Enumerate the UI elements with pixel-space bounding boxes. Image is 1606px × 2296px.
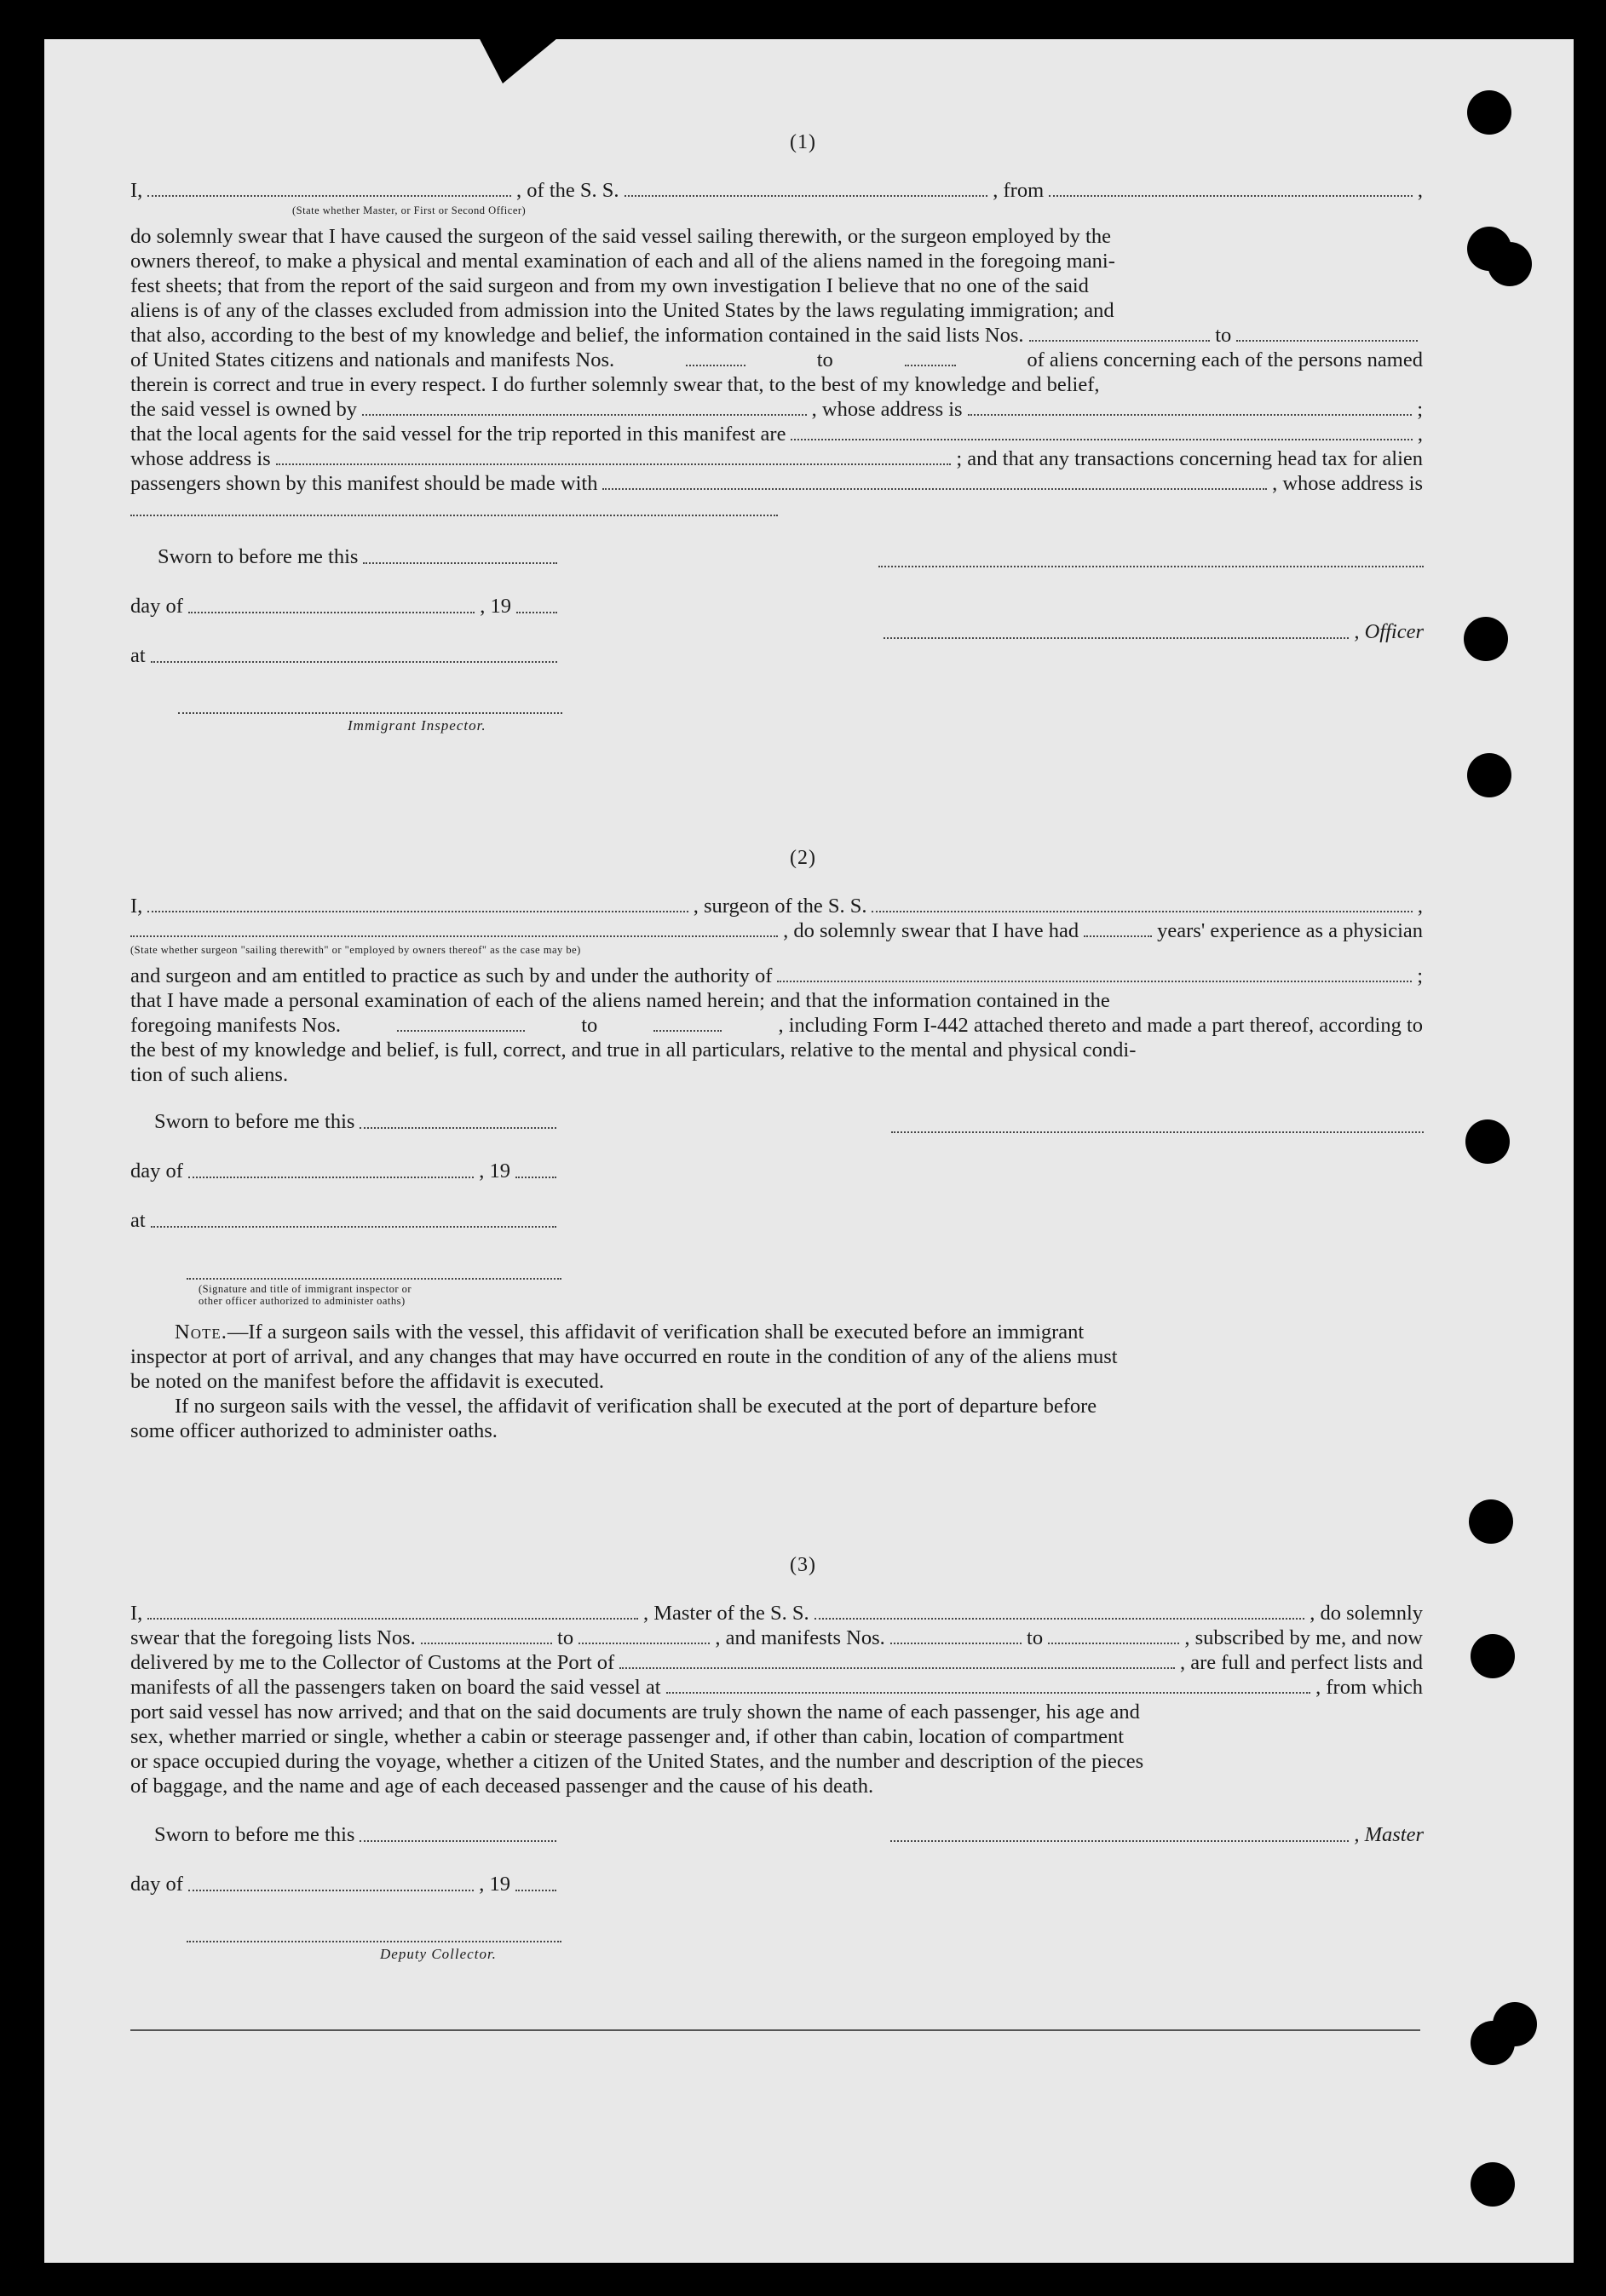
- text: , 19: [479, 1873, 510, 1896]
- text: delivered by me to the Collector of Customs at the Port of: [130, 1651, 615, 1674]
- sec3-line-6: or space occupied during the voyage, whether a citizen of the United States, and the number and description of the pieces: [130, 1750, 1144, 1773]
- text: , do solemnly swear that I have had: [783, 919, 1079, 942]
- sec1-line-7: therein is correct and true in every respect. I do further solemnly swear that, to the best of my knowledge and belief,: [130, 373, 1100, 396]
- text: I,: [130, 895, 143, 918]
- section-2-heading: (2): [790, 847, 816, 869]
- sec3-line-0: [130, 1602, 1423, 1626]
- manifests-to-field[interactable]: [1048, 1626, 1179, 1644]
- rank-caption: (State whether Master, or First or Second Officer): [292, 204, 527, 216]
- status-caption: (State whether surgeon "sailing therewith" or "employed by owners thereof" as the case may be): [130, 944, 581, 956]
- day-row: [130, 1873, 561, 1896]
- section-3: [130, 0, 1423, 2045]
- text: , subscribed by me, and now: [1184, 1626, 1424, 1649]
- note-line-5: some officer authorized to administer oaths.: [130, 1419, 498, 1442]
- text: the said vessel is owned by: [130, 398, 358, 421]
- punch-hole: [1465, 1119, 1510, 1164]
- section-1-heading: (1): [790, 131, 816, 153]
- text: and surgeon and am entitled to practice as such by and under the authority of: [130, 964, 773, 987]
- text: , surgeon of the S. S.: [693, 895, 867, 918]
- text: passengers shown by this manifest should be made with: [130, 472, 598, 495]
- deputy-signature-field[interactable]: [187, 1941, 561, 1942]
- bottom-rule: [130, 2029, 1420, 2031]
- sec1-line-2: owners thereof, to make a physical and mental examination of each and all of the aliens named in the foregoing mani-: [130, 250, 1115, 273]
- punch-hole: [1469, 1499, 1513, 1544]
- text: at: [130, 1209, 146, 1232]
- sec1-line-1: do solemnly swear that I have caused the surgeon of the said vessel sailing therewith, or the surgeon employed by the: [130, 225, 1111, 248]
- text: to: [1215, 324, 1232, 347]
- text: If no surgeon sails with the vessel, the affidavit of verification shall be executed at the port of departure before: [175, 1395, 1097, 1418]
- punch-hole: [1471, 2021, 1515, 2065]
- text: to: [1027, 1626, 1044, 1649]
- text: , including Form I-442 attached thereto and made a part thereof, according to: [778, 1014, 1423, 1037]
- text: I,: [130, 1602, 143, 1625]
- year-field[interactable]: [515, 1890, 556, 1891]
- text: Sworn to before me this: [158, 545, 359, 568]
- text: whose address is: [130, 447, 271, 470]
- text: , are full and perfect lists and: [1179, 1651, 1423, 1674]
- text: —If a surgeon sails with the vessel, this affidavit of verification shall be executed before an immigrant: [227, 1321, 1085, 1344]
- text: day of: [130, 595, 183, 618]
- sig-caption-1: (Signature and title of immigrant inspector or: [199, 1283, 412, 1295]
- deputy-caption: Deputy Collector.: [380, 1946, 497, 1962]
- text: of United States citizens and nationals and manifests Nos.: [130, 348, 615, 371]
- sec3-line-1: [130, 1626, 1423, 1650]
- embarkation-field[interactable]: [666, 1676, 1311, 1694]
- punch-hole: [1471, 2162, 1515, 2207]
- text: day of: [130, 1160, 183, 1183]
- text: ;: [1417, 964, 1423, 987]
- inspector-caption: Immigrant Inspector.: [348, 717, 486, 734]
- section-3-heading: (3): [790, 1554, 816, 1576]
- day-field[interactable]: [188, 1890, 474, 1891]
- sec3-line-5: sex, whether married or single, whether a cabin or steerage passenger and, if other than cabin, location of compartment: [130, 1725, 1125, 1748]
- text: that the local agents for the said vessel for the trip reported in this manifest are: [130, 423, 786, 446]
- sec3-line-7: of baggage, and the name and age of each deceased passenger and the cause of his death.: [130, 1775, 874, 1798]
- officer-label: , Officer: [1354, 620, 1424, 643]
- sec2-line-5: the best of my knowledge and belief, is full, correct, and true in all particulars, relative to the mental and physical condi-: [130, 1039, 1137, 1062]
- sec3-line-2: [130, 1651, 1423, 1675]
- sec1-line-3: fest sheets; that from the report of the said surgeon and from my own investigation I believe that no one of the said: [130, 274, 1089, 297]
- text: , from: [993, 179, 1045, 202]
- text: , of the S. S.: [516, 179, 619, 202]
- sec1-line-4: aliens is of any of the classes excluded from admission into the United States by the laws regulating immigration; and: [130, 299, 1114, 322]
- text: ,: [1417, 895, 1424, 918]
- lists-to-field[interactable]: [579, 1626, 710, 1644]
- note-line-3: be noted on the manifest before the affidavit is executed.: [130, 1370, 605, 1393]
- punch-hole: [1467, 753, 1511, 797]
- text: swear that the foregoing lists Nos.: [130, 1626, 416, 1649]
- text: to: [557, 1626, 574, 1649]
- text: at: [130, 644, 146, 667]
- text: ,: [1417, 179, 1424, 202]
- manifests-from-field[interactable]: [890, 1626, 1022, 1644]
- master-name-field[interactable]: [147, 1602, 638, 1620]
- master-label: , Master: [1354, 1823, 1424, 1846]
- text: Sworn to before me this: [154, 1823, 355, 1846]
- punch-hole: [1464, 617, 1508, 661]
- lists-from-field[interactable]: [421, 1626, 552, 1644]
- sec3-line-3: [130, 1676, 1423, 1700]
- text: , 19: [480, 595, 511, 618]
- punch-hole: [1471, 1634, 1515, 1678]
- text: manifests of all the passengers taken on board the said vessel at: [130, 1676, 661, 1699]
- sec3-line-4: port said vessel has now arrived; and that on the said documents are truly shown the name of each passenger, his age and: [130, 1700, 1140, 1723]
- sec2-line-6: tion of such aliens.: [130, 1063, 289, 1086]
- text: I,: [130, 179, 143, 202]
- text: to: [581, 1014, 598, 1037]
- port-field[interactable]: [619, 1651, 1175, 1669]
- sec2-line-3: that I have made a personal examination of each of the aliens named herein; and that the information contained in the: [130, 989, 1110, 1012]
- note-line-2: inspector at port of arrival, and any changes that may have occurred en route in the condition of any of the aliens must: [130, 1345, 1118, 1368]
- text: ; and that any transactions concerning head tax for alien: [956, 447, 1423, 470]
- text: foregoing manifests Nos.: [130, 1014, 341, 1037]
- text: , 19: [479, 1160, 510, 1183]
- master-row: [885, 1823, 1424, 1847]
- text: , and manifests Nos.: [715, 1626, 885, 1649]
- text: Sworn to before me this: [154, 1110, 355, 1133]
- text: years' experience as a physician: [1157, 919, 1423, 942]
- sworn-date-field[interactable]: [360, 1840, 556, 1842]
- ship-name-field[interactable]: [815, 1602, 1305, 1620]
- sig-caption-2: other officer authorized to administer oaths): [199, 1295, 406, 1307]
- punch-hole: [1488, 242, 1532, 286]
- text: ,: [1417, 423, 1423, 446]
- text: to: [816, 348, 833, 371]
- text: , whose address is: [1272, 472, 1423, 495]
- text: , do solemnly: [1310, 1602, 1424, 1625]
- text: ;: [1417, 398, 1424, 421]
- text: that also, according to the best of my knowledge and belief, the information contained in the said lists Nos.: [130, 324, 1024, 347]
- text: , Master of the S. S.: [642, 1602, 809, 1625]
- text: of aliens concerning each of the persons named: [1027, 348, 1423, 371]
- master-signature-field[interactable]: [890, 1840, 1349, 1842]
- sworn-row: [154, 1823, 561, 1847]
- note-label: Note.: [175, 1321, 227, 1344]
- punch-hole: [1467, 90, 1511, 135]
- text: , whose address is: [811, 398, 963, 421]
- text: day of: [130, 1873, 183, 1896]
- text: , from which: [1315, 1676, 1423, 1699]
